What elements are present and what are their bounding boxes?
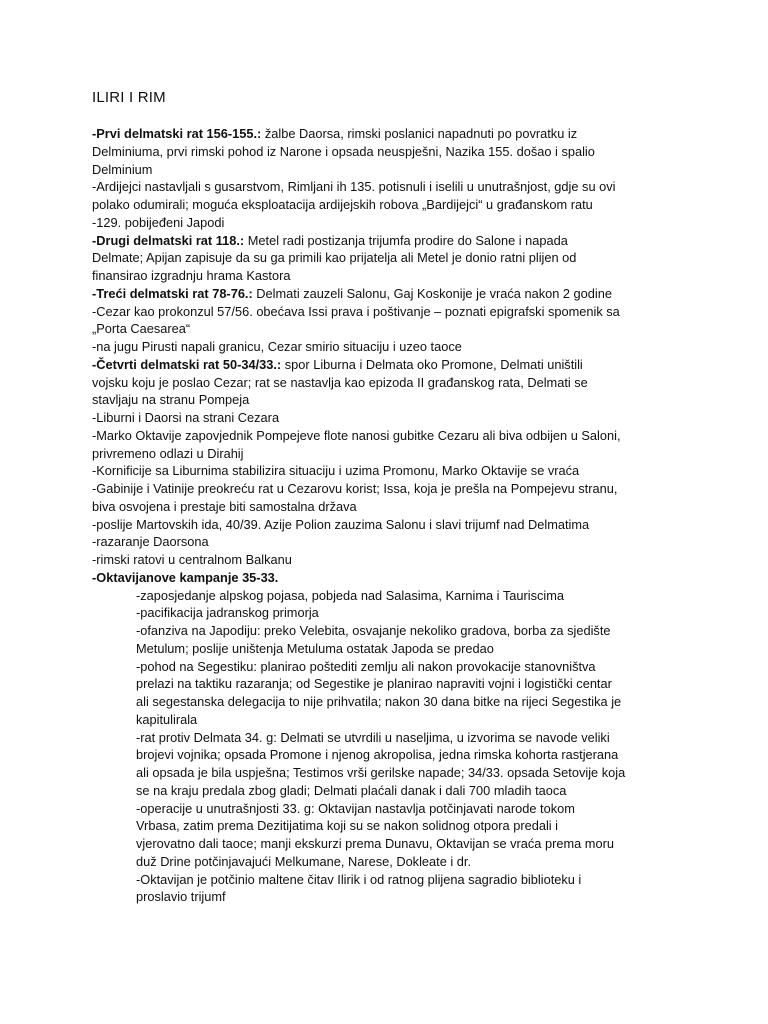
line-text: polako odumirali; moguća eksploatacija ardijejskih robova „Bardijejci“ u građanskom ratu [92,197,593,212]
sub-item [92,871,712,907]
paragraph [92,285,712,303]
text-line [92,533,712,551]
text-line [92,196,712,214]
text-line [92,161,712,179]
line-text: -Marko Oktavije zapovjednik Pompejeve flote nanosi gubitke Cezaru ali biva odbijen u Saloni, [92,427,621,443]
line-text: žalbe Daorsa, rimski poslanici napadnuti po povratku iz [261,126,578,141]
paragraph [92,462,712,480]
line-text: finansirao izgradnju hrama Kastora [92,268,291,283]
section-heading: -Prvi delmatski rat 156-155.: [92,126,262,141]
sub-item-line: duž Drine potčinjavajući Melkumane, Narese, Dokleate i dr. [136,853,472,869]
paragraph [92,356,712,409]
sub-item-line: brojevi vojnika; opsada Promone i njenog akropolisa, jedna rimska kohorta rastjerana [136,747,619,763]
text-line [92,285,712,303]
paragraph [92,427,712,463]
line-text: „Porta Caesarea“ [92,321,191,337]
text-line [92,214,712,232]
sub-item-line: -ofanziva na Japodiju: preko Velebita, osvajanje nekoliko gradova, borba za sjedište [136,623,611,638]
sub-item-line: -pacifikacija jadranskog primorja [136,605,319,621]
line-text: -poslije Martovskih ida, 40/39. Azije Polion zauzima Salonu i slavi trijumf nad Delmatima [92,516,590,532]
line-text: -rimski ratovi u centralnom Balkanu [92,552,292,567]
line-text: Delminium [92,161,153,177]
section-heading: -Četvrti delmatski rat 50-34/33.: [92,356,282,372]
text-line [92,303,712,321]
text-line [92,374,712,392]
line-text: -Gabinije i Vatinije preokreću rat u Cezarovu korist; Issa, koja je prešla na Pompejevu stranu, [92,481,618,496]
text-line [92,356,712,374]
sub-item [92,729,712,800]
line-text: stavljaju na stranu Pompeja [92,392,250,408]
text-line [92,267,712,285]
line-text: -Kornificije sa Liburnima stabilizira situaciju i uzima Promonu, Marko Oktavije se vraća [92,463,580,479]
line-text: privremeno odlazi u Dirahij [92,445,244,461]
text-line [92,480,712,498]
sub-item-line: se na kraju predala zbog gladi; Delmati plaćali danak i dali 700 mladih taoca [136,782,567,798]
document-body [92,125,712,906]
section-heading: -Oktavijanove kampanje 35-33. [92,569,279,585]
line-text: Metel radi postizanja trijumfa prodire do Salone i napada [244,232,568,248]
paragraph [92,516,712,534]
sub-item-line: ali opsada je bila uspješna; Testimos vrši gerilske napade; 34/33. opsada Setovije koja [136,765,626,780]
sub-item-line: -pohod na Segestiku: planirao poštediti zemlju ali nakon provokacije stanovništva [136,658,596,674]
line-text: biva osvojena i prestaje biti samostalna država [92,498,357,514]
text-line [92,516,712,534]
paragraph [92,125,712,178]
text-line [92,232,712,250]
text-line [92,143,712,161]
sub-item-line: vjerovatno dali taoce; manji ekskurzi prema Dunavu, Oktavijan se vraća prema moru [136,836,614,851]
text-line [92,445,712,463]
paragraph [92,178,712,231]
paragraph [92,303,712,339]
sub-item-line: prelazi na taktiku razaranja; od Segestike je planirao napraviti vojni i logistički centar [136,676,612,692]
section-heading: -Drugi delmatski rat 118.: [92,232,245,248]
sub-item [92,622,712,658]
line-text: -razaranje Daorsona [92,534,209,550]
sub-item-line: -operacije u unutrašnjosti 33. g: Oktavijan nastavlja potčinjavati narode tokom [136,800,575,816]
line-text: -Liburni i Daorsi na strani Cezara [92,410,280,425]
text-line [92,338,712,356]
text-line [92,498,712,516]
text-line [92,391,712,409]
sub-item-line: Metulum; poslije uništenja Metuluma ostatak Japoda se predao [136,640,494,656]
text-line [92,320,712,338]
text-line [92,249,712,267]
line-text: Delmate; Apijan zapisuje da su ga primili kao prijatelja ali Metel je donio ratni plijen od [92,250,577,266]
sub-item-line: -zaposjedanje alpskog pojasa, pobjeda nad Salasima, Karnima i Tauriscima [136,587,564,603]
text-line [92,427,712,445]
text-line [92,569,712,587]
sub-item [92,658,712,729]
line-text: Delminiuma, prvi rimski pohod iz Narone i opsada neuspješni, Nazika 155. došao i spalio [92,143,595,159]
paragraph [92,338,712,356]
sub-item [92,587,712,605]
sub-item-line: kapitulirala [136,711,198,727]
text-line [92,551,712,569]
line-text: Delmati zauzeli Salonu, Gaj Koskonije je vraća nakon 2 godine [252,285,612,301]
paragraph [92,569,712,587]
text-line [92,462,712,480]
sub-item-line: ali segestanska delegacija to nije prihvatila; nakon 30 dana bitke na rijeci Segestika je [136,694,622,709]
paragraph [92,551,712,569]
text-line [92,125,712,143]
line-text: -Ardijejci nastavljali s gusarstvom, Rimljani ih 135. potisnuli i iselili u unutrašnjost, gdje su ovi [92,179,616,195]
sub-item-line: -rat protiv Delmata 34. g: Delmati se utvrdili u naseljima, u izvorima se navode veliki [136,729,610,745]
section-heading: -Treći delmatski rat 78-76.: [92,285,253,301]
text-line [92,178,712,196]
line-text: vojsku koju je poslao Cezar; rat se nastavlja kao epizoda II građanskog rata, Delmati se [92,374,588,390]
paragraph [92,533,712,551]
paragraph [92,480,712,516]
sub-item-line: proslavio trijumf [136,889,226,905]
paragraph [92,232,712,285]
text-line [92,409,712,427]
sub-item [92,800,712,871]
paragraph [92,409,712,427]
line-text: -129. pobijeđeni Japodi [92,214,225,230]
sub-item-line: -Oktavijan je potčinio maltene čitav Ilirik i od ratnog plijena sagradio biblioteku i [136,871,582,887]
line-text: -Cezar kao prokonzul 57/56. obećava Issi prava i poštivanje – poznati epigrafski spomenik sa [92,303,620,319]
sub-item-line: Vrbasa, zatim prema Dezitijatima koji su se nakon solidnog otpora predali i [136,818,559,834]
page-title: ILIRI I RIM [92,89,166,106]
line-text: -na jugu Pirusti napali granicu, Cezar smirio situaciju i uzeo taoce [92,339,462,354]
line-text: spor Liburna i Delmata oko Promone, Delmati uništili [281,356,583,372]
sub-item [92,604,712,622]
